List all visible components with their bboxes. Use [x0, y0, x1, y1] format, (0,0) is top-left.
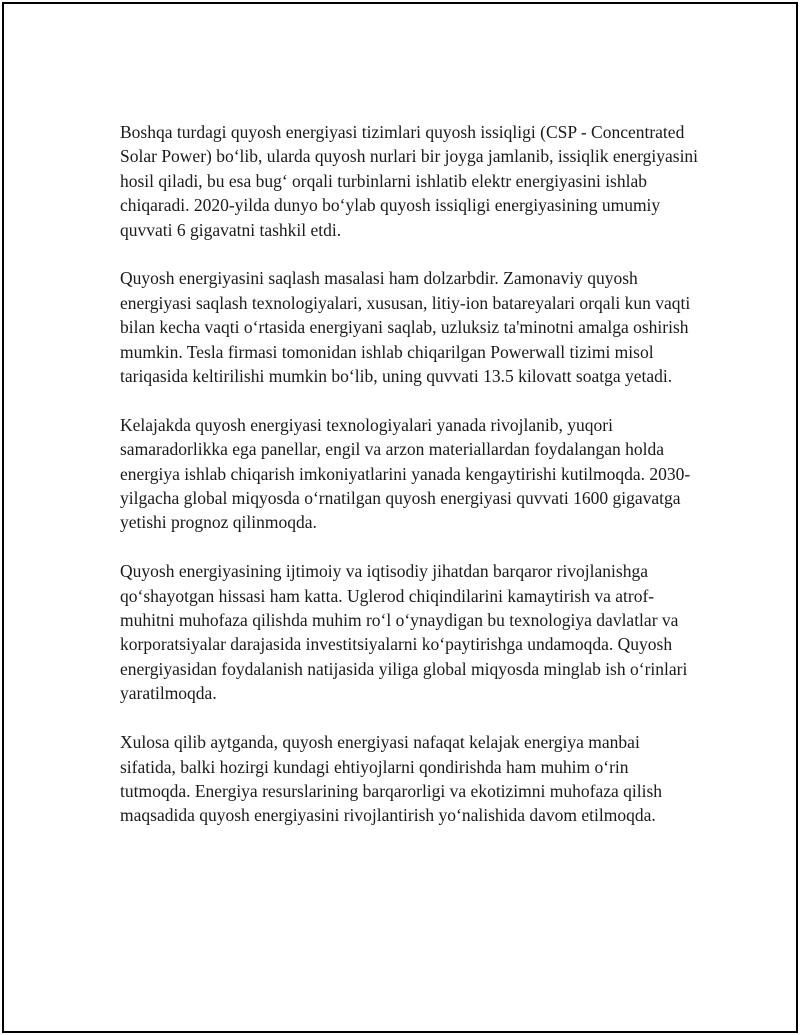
paragraph-future-outlook: Kelajakda quyosh energiyasi texnologiyalari yanada rivojlanib, yuqori samaradorlikka ega panellar, engil va arzon materiallardan foydalangan holda energiya ishlab chiqarish imkoniyatlarini yanada kengaytirishi kutilmoqda. 2030-yilgacha global miqyosda o‘rnatilgan quyosh energiyasi quvvati 1600 gigavatga yetishi prognoz qilinmoqda.: [120, 414, 691, 533]
document-body: [120, 120, 700, 852]
paragraph-energy-storage: Quyosh energiyasini saqlash masalasi ham dolzarbdir. Zamonaviy quyosh energiyasi saqlash texnologiyalari, xususan, litiy-ion batareyalari orqali kun vaqti bilan kecha vaqti o‘rtasida energiyani saqlab, uzluksiz ta'minotni amalga oshirish mumkin. Tesla firmasi tomonidan ishlab chiqarilgan Powerwall tizimi misol tariqasida keltirilishi mumkin bo‘lib, uning quvvati 13.5 kilovatt soatga yetadi.: [120, 268, 691, 387]
paragraph-conclusion: Xulosa qilib aytganda, quyosh energiyasi nafaqat kelajak energiya manbai sifatida, balki hozirgi kundagi ehtiyojlarni qondirishda ham muhim o‘rin tutmoqda. Energiya resurslarining barqarorligi va ekotizimni muhofaza qilish maqsadida quyosh energiyasini rivojlantirish yo‘nalishida davom etilmoqda.: [120, 732, 663, 826]
paragraph-csp: Boshqa turdagi quyosh energiyasi tizimlari quyosh issiqligi (CSP - Concentrated Solar Power) bo‘lib, ularda quyosh nurlari bir joyga jamlanib, issiqlik energiyasini hosil qiladi, bu esa bug‘ orqali turbinlarni ishlatib elektr energiyasini ishlab chiqaradi. 2020-yilda dunyo bo‘ylab quyosh issiqligi energiyasining umumiy quvvati 6 gigavatni tashkil etdi.: [120, 122, 699, 240]
paragraph-socioeconomic-impact: Quyosh energiyasining ijtimoiy va iqtisodiy jihatdan barqaror rivojlanishga qo‘shayotgan hissasi ham katta. Uglerod chiqindilarini kamaytirish va atrof-muhitni muhofaza qilishda muhim ro‘l o‘ynaydigan bu texnologiya davlatlar va korporatsiyalar darajasida investitsiyalarni ko‘paytirishga undamoqda. Quyosh energiyasidan foydalanish natijasida yiliga global miqyosda minglab ish o‘rinlari yaratilmoqda.: [120, 561, 688, 704]
page-border: [2, 2, 798, 1033]
